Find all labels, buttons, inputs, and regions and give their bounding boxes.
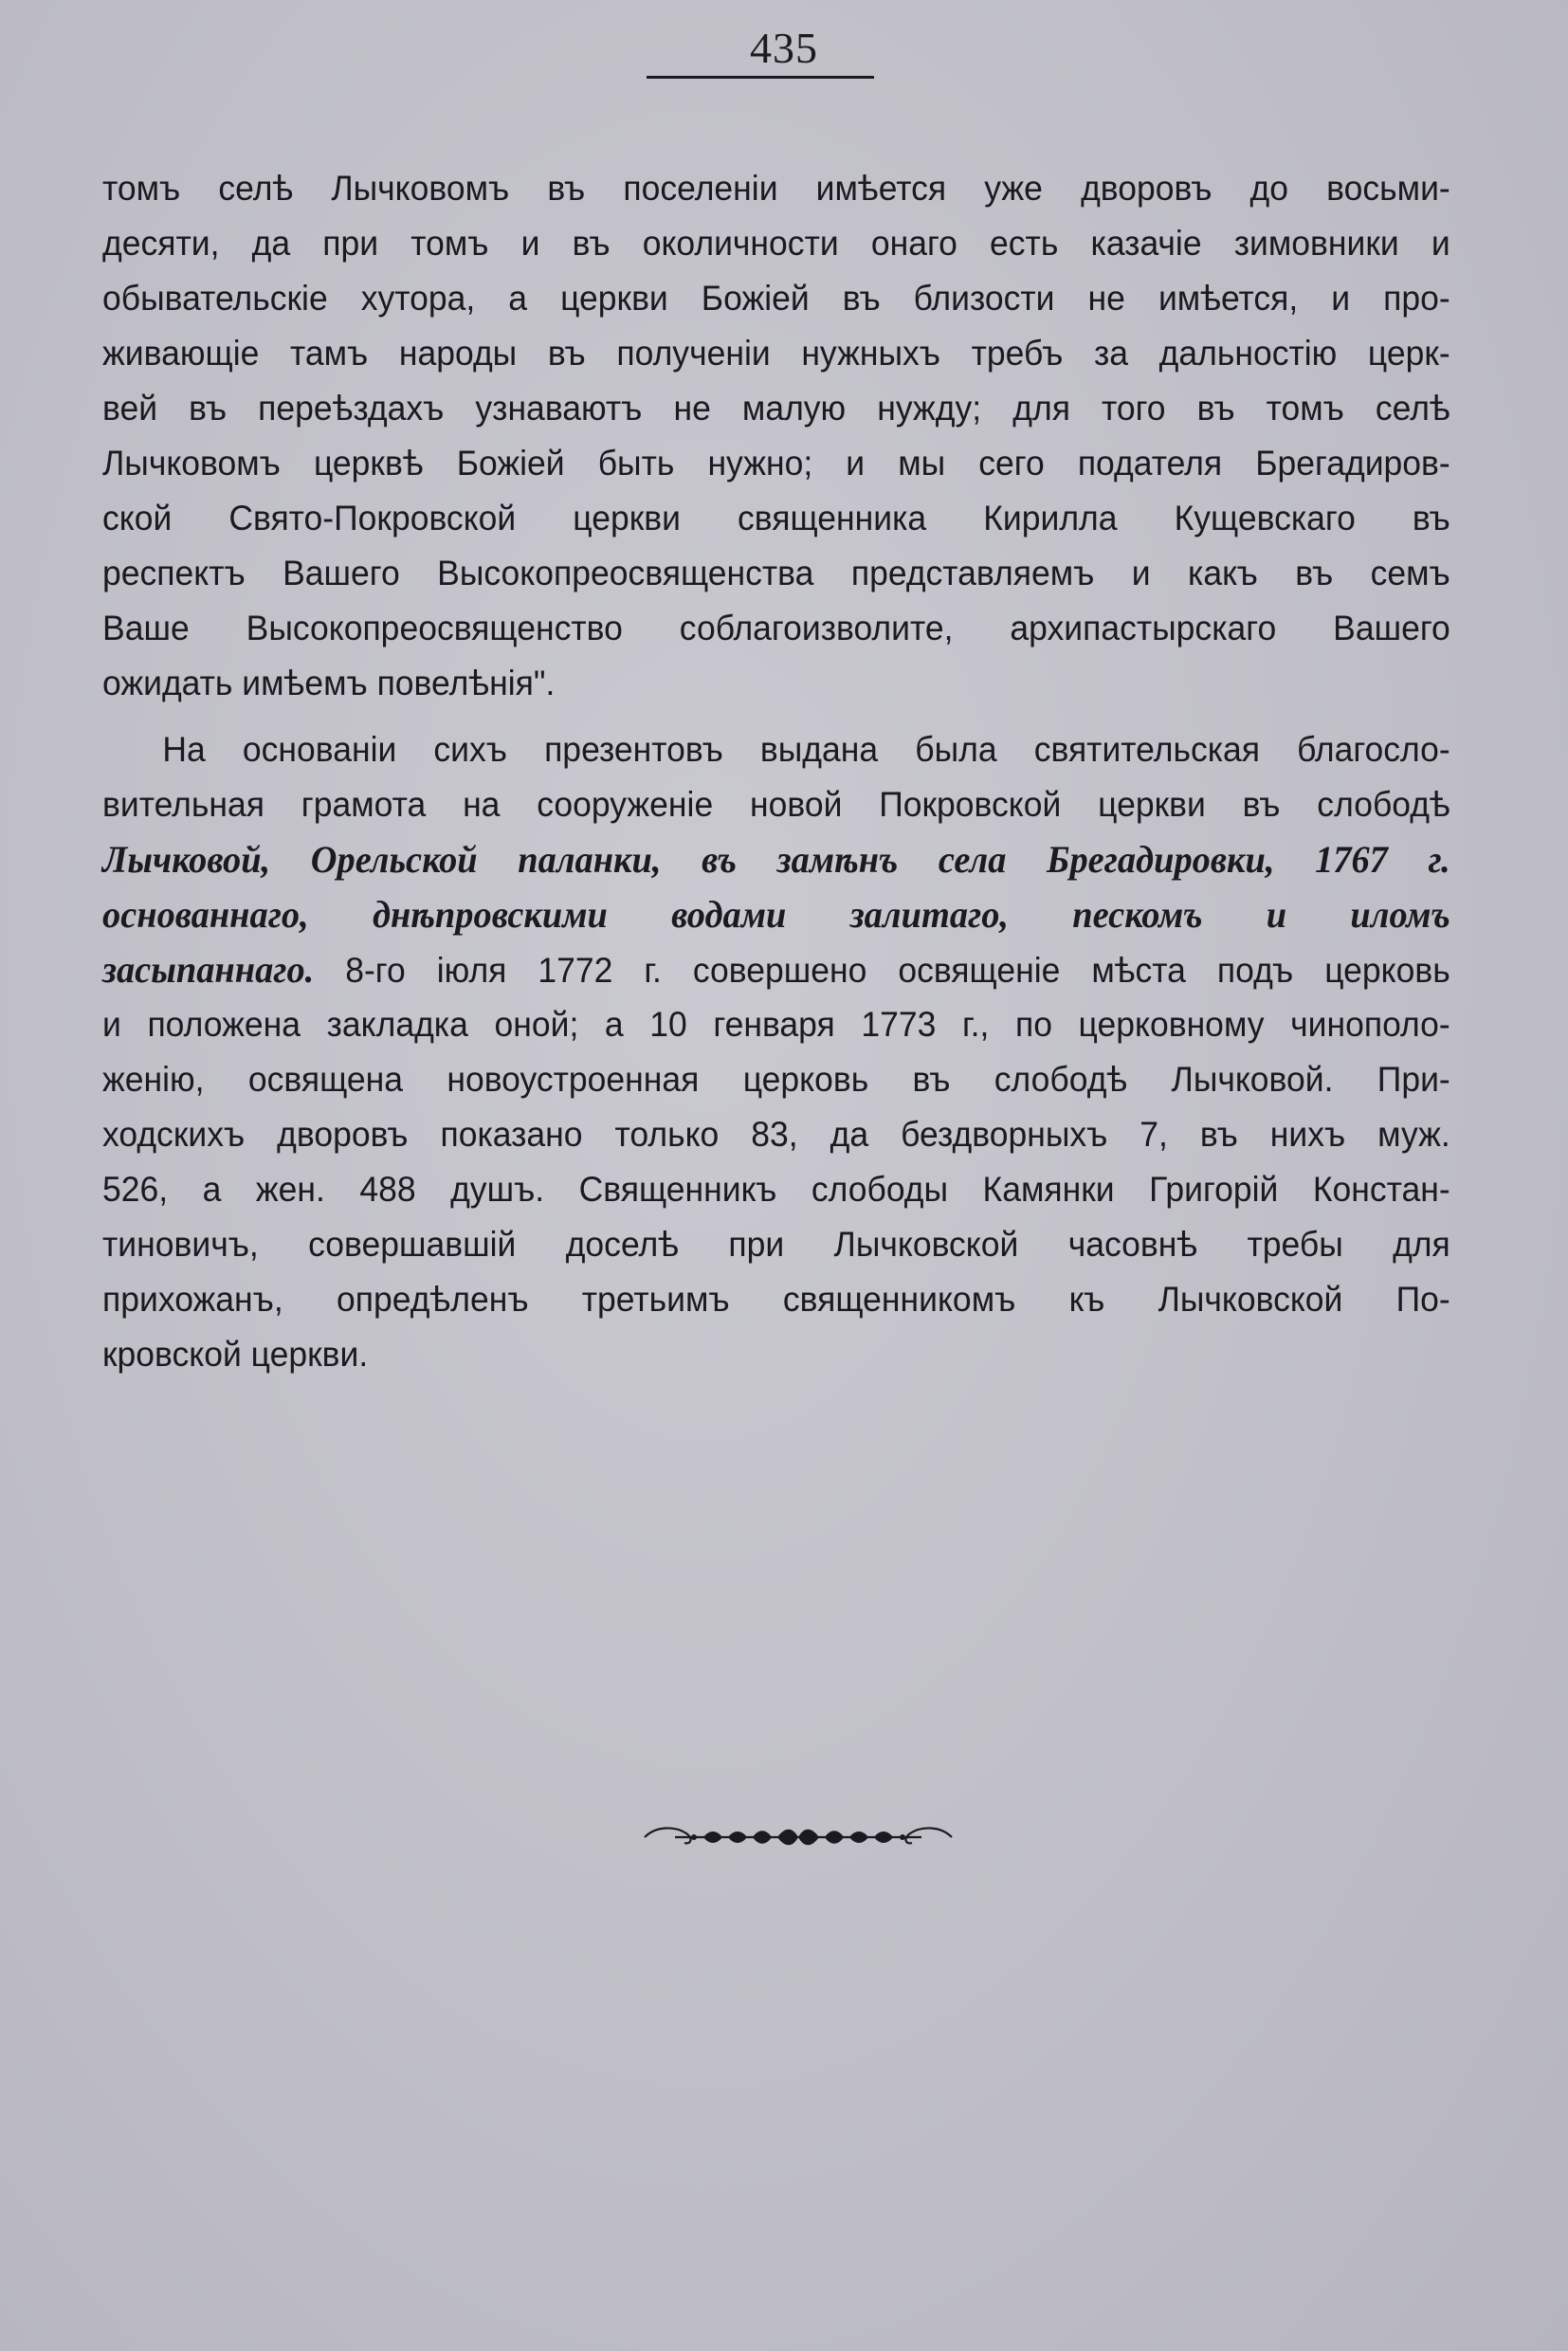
text-line: тиновичъ, совершавшій доселѣ при Лычковской часовнѣ требы для [102, 1225, 1450, 1264]
text-span: 8-го іюля 1772 г. совершено освященіе мѣста подъ церковь [314, 951, 1450, 990]
text-line: вей въ переѣздахъ узнаваютъ не малую нужду; для того въ томъ селѣ [102, 389, 1450, 428]
vignette-ornament-icon [637, 1820, 959, 1854]
text-line: женію, освящена новоустроенная церковь въ слободѣ Лычковой. При- [102, 1060, 1450, 1099]
text-line: респектъ Вашего Высокопреосвященства представляемъ и какъ въ семъ [102, 554, 1450, 592]
text-line: Лычковомъ церквѣ Божіей быть нужно; и мы сего подателя Брегадиров- [102, 444, 1450, 483]
italic-phrase: основаннаго, днѣпровскими водами залитаго, пескомъ и иломъ [102, 893, 1450, 936]
text-line: прихожанъ, опредѣленъ третьимъ священникомъ къ Лычковской По- [102, 1280, 1450, 1319]
text-line: ожидать имѣемъ повелѣнія". [102, 664, 556, 702]
paragraph-first-line: На основаніи сихъ презентовъ выдана была святительская благосло- [162, 730, 1450, 769]
mixed-line [102, 942, 1450, 997]
page-number: 435 [750, 24, 818, 72]
page-text [102, 161, 1450, 1382]
italic-line [102, 887, 1450, 942]
text-line: ходскихъ дворовъ показано только 83, да бездворныхъ 7, въ нихъ муж. [102, 1115, 1450, 1154]
text-line: кровской церкви. [102, 1335, 369, 1374]
text-line: 526, а жен. 488 душъ. Священникъ слободы Камянки Григорій Констан- [102, 1170, 1450, 1209]
text-line: вительная грамота на сооруженіе новой Покровской церкви въ слободѣ [102, 785, 1450, 824]
italic-phrase: Лычковой, Орельской паланки, въ замѣнъ села Брегадировки, 1767 г. [102, 838, 1450, 881]
text-line: ской Свято-Покровской церкви священника Кирилла Кущевскаго въ [102, 499, 1450, 538]
text-line: томъ селѣ Лычковомъ въ поселеніи имѣется уже дворовъ до восьми- [102, 169, 1450, 208]
text-line: живающіе тамъ народы въ полученіи нужныхъ требъ за дальностію церк- [102, 334, 1450, 373]
text-line: десяти, да при томъ и въ околичности онаго есть казачіе зимовники и [102, 224, 1450, 263]
text-line: Ваше Высокопреосвященство соблагоизволите, архипастырскаго Вашего [102, 609, 1450, 647]
text-line: и положена закладка оной; а 10 генваря 1773 г., по церковному чинополо- [102, 1005, 1450, 1044]
text-line: обывательскіе хутора, а церкви Божіей въ близости не имѣется, и про- [102, 279, 1450, 318]
italic-phrase: засыпаннаго. [102, 948, 315, 991]
header-rule [647, 76, 874, 79]
italic-line [102, 832, 1450, 887]
